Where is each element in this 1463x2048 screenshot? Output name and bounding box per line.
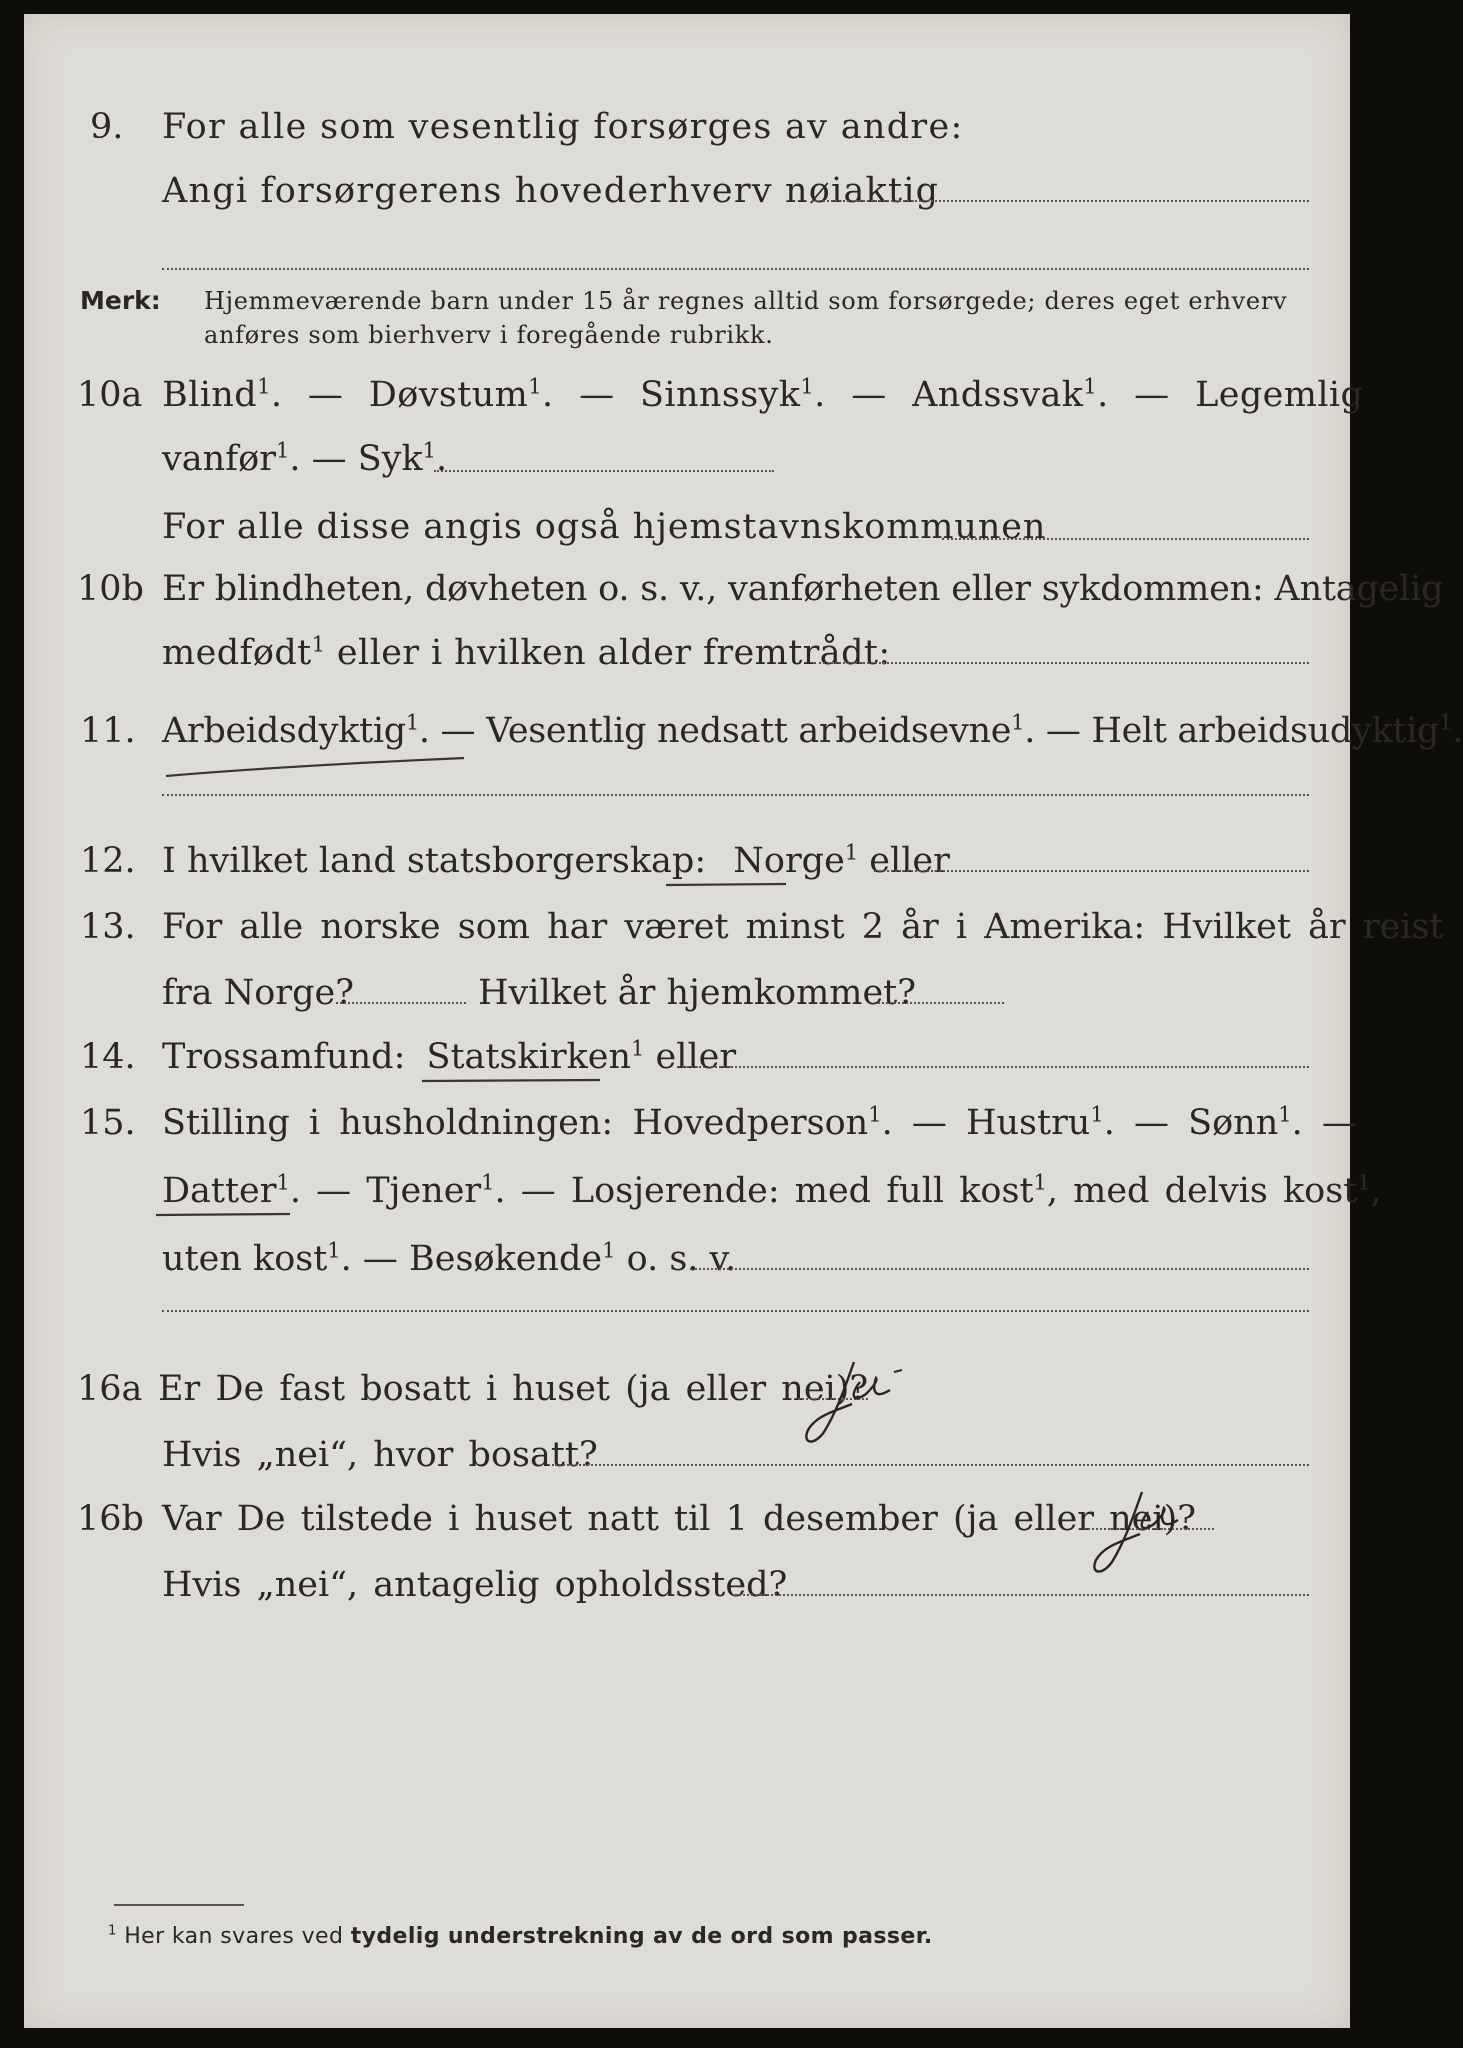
census-form-page xyxy=(24,14,1463,2028)
q12-line: I hvilket land statsborgerskap: Norge$^1$ eller xyxy=(162,840,950,881)
arbeidsdyktig-underline xyxy=(164,752,484,782)
q10a-kommune-line xyxy=(942,538,1309,540)
q9-number: 9. xyxy=(90,107,124,147)
q10b-line1: Er blindheten, døvheten o. s. v., vanførheten eller sykdommen: Antagelig xyxy=(162,569,1444,609)
statskirken-option: Statskirken xyxy=(426,1037,632,1077)
datter-option: Datter xyxy=(162,1171,277,1211)
q16a-line2: Hvis „nei“, hvor bosatt? xyxy=(162,1435,598,1475)
q10a-line3: For alle disse angis også hjemstavnskommunen xyxy=(162,507,1047,547)
q16a-handwritten-answer xyxy=(794,1354,994,1454)
q10b-line2: medfødt$^1$ eller i hvilken alder fremtrådt: xyxy=(162,632,891,673)
q9-answer-line xyxy=(812,200,1309,202)
q15-answer-line-2 xyxy=(162,1310,1309,1312)
q16b-opholdssted-line xyxy=(732,1594,1309,1596)
q16a-bosatt-line xyxy=(552,1464,1309,1466)
q10a-line2: vanfør$^1$. — Syk$^1$. xyxy=(162,438,448,479)
q12-answer-line xyxy=(874,870,1309,872)
q15-line3: uten kost$^1$. — Besøkende$^1$ o. s. v. xyxy=(162,1238,737,1279)
q16b-line1: Var De tilstede i huset natt til 1 desember (ja eller nei)? xyxy=(162,1499,1197,1539)
sinnssyk-option: . — Sinnssyk xyxy=(542,375,801,415)
q13-hjemkommet-line xyxy=(874,1002,1004,1004)
q16a-number: 16a xyxy=(77,1369,143,1409)
dovstum-option: . — Døvstum xyxy=(270,375,529,415)
q10b-number: 10b xyxy=(77,569,144,609)
q10a-syk-line xyxy=(434,470,774,472)
q10b-answer-line xyxy=(814,662,1309,664)
norge-option: Norge xyxy=(733,841,845,881)
q14-number: 14. xyxy=(80,1037,136,1077)
q9-line1: For alle som vesentlig forsørges av andre: xyxy=(162,107,964,147)
q12-number: 12. xyxy=(80,841,136,881)
merk-text xyxy=(204,284,1287,352)
q11-line: Arbeidsdyktig$^1$. — Vesentlig nedsatt arbeidsevne$^1$. — Helt arbeidsudyktig$^1$. xyxy=(162,710,1463,751)
q13-number: 13. xyxy=(80,907,136,947)
merk-line2: anføres som bierhverv i foregående rubrikk. xyxy=(204,321,774,349)
q14-answer-line xyxy=(682,1066,1309,1068)
footnote: $^1$ Her kan svares ved tydelig understrekning av de ord som passer. xyxy=(108,1923,933,1949)
q16b-handwritten-answer xyxy=(1064,1484,1264,1584)
statskirken-underline xyxy=(420,1076,620,1086)
q15-line2: Datter$^1$. — Tjener$^1$. — Losjerende: med full kost$^1$, med delvis kost$^1$, xyxy=(162,1170,1382,1211)
q15-number: 15. xyxy=(80,1103,136,1143)
q9-answer-line-2 xyxy=(162,268,1309,270)
q16b-number: 16b xyxy=(77,1499,144,1539)
q13-reist-line xyxy=(336,1002,466,1004)
merk-label: Merk: xyxy=(80,286,161,315)
footnote-rule xyxy=(114,1904,244,1906)
merk-line1: Hjemmeværende barn under 15 år regnes alltid som forsørgede; deres eget erhverv xyxy=(204,287,1288,315)
q13-line1: For alle norske som har været minst 2 år i Amerika: Hvilket år reist xyxy=(162,907,1444,947)
q11-number: 11. xyxy=(80,711,136,751)
q10a-line1: Blind$^1$. — Døvstum$^1$. — Sinnssyk$^1$. — Andssvak$^1$. — Legemlig xyxy=(162,374,1364,415)
q13-line2b: Hvilket år hjemkommet? xyxy=(478,973,917,1013)
legemlig-option: . — Legemlig xyxy=(1097,375,1364,415)
q10a-number: 10a xyxy=(77,375,143,415)
q13-line2a: fra Norge? xyxy=(162,973,354,1013)
q9-line2: Angi forsørgerens hovederhverv nøiaktig xyxy=(162,171,940,211)
norge-underline xyxy=(664,880,794,890)
q15-answer-line xyxy=(690,1268,1309,1270)
q16b-line2: Hvis „nei“, antagelig opholdssted? xyxy=(162,1565,788,1605)
q11-answer-line xyxy=(162,794,1309,796)
q16a-line1: Er De fast bosatt i huset (ja eller nei)? xyxy=(158,1369,869,1409)
q14-line: Trossamfund: Statskirken$^1$ eller xyxy=(162,1036,737,1077)
q15-line1: Stilling i husholdningen: Hovedperson$^1$. — Hustru$^1$. — Sønn$^1$. — xyxy=(162,1102,1357,1143)
blind-option: Blind xyxy=(162,375,258,415)
andssvak-option: . — Andssvak xyxy=(814,375,1084,415)
arbeidsdyktig-option: Arbeidsdyktig xyxy=(162,711,406,751)
datter-underline xyxy=(154,1210,304,1220)
